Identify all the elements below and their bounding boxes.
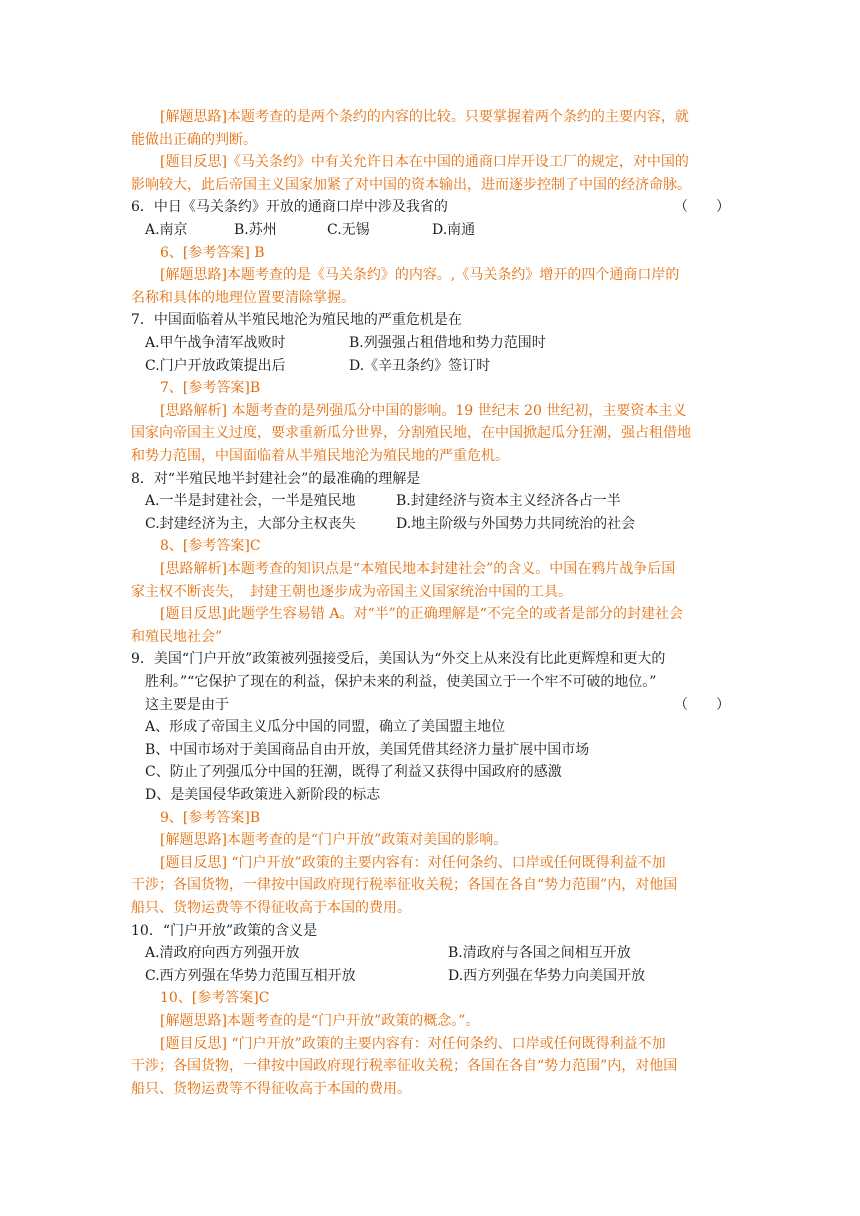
answer-blank: （ ） xyxy=(674,199,730,216)
question-stem: 10．“门户开放”政策的含义是 xyxy=(131,922,318,939)
option: A.一半是封建社会，一半是殖民地 xyxy=(145,493,356,510)
option: B.苏州 xyxy=(234,222,277,238)
option: B、中国市场对于美国商品自由开放，美国凭借其经济力量扩展中国市场 xyxy=(145,741,590,758)
option: C.无锡 xyxy=(327,222,370,238)
explanation-line: [解题思路]本题考查的是“门户开放”政策的概念。”。 xyxy=(160,1013,480,1029)
option: C、防止了列强瓜分中国的狂潮，既得了利益又获得中国政府的感激 xyxy=(145,764,562,781)
option: D.西方列强在华势力向美国开放 xyxy=(448,967,646,984)
option: D.地主阶级与外国势力共同统治的社会 xyxy=(396,515,636,532)
question-stem: 这主要是由于 xyxy=(145,696,229,713)
explanation-line: 船只、货物运费等不得征收高于本国的费用。 xyxy=(131,900,411,916)
option: C.封建经济为主，大部分主权丧失 xyxy=(145,515,356,532)
explanation-line: 和势力范围，中国面临着从半殖民地沦为殖民地的严重危机。 xyxy=(131,448,509,464)
explanation-line: 和殖民地社会” xyxy=(131,628,223,645)
explanation-line: 能做出正确的判断。 xyxy=(131,131,257,148)
answer-key: 10、[参考答案]C xyxy=(160,990,270,1007)
option: B.列强强占租借地和势力范围时 xyxy=(349,335,546,351)
explanation-line: [思路解析] 本题考查的是列强瓜分中国的影响。19 世纪末 20 世纪初，主要资本主义 xyxy=(160,402,687,419)
explanation-line: 国家向帝国主义过度，要求重新瓜分世界，分割殖民地，在中国掀起瓜分狂潮，强占租借地 xyxy=(131,425,691,442)
option: B.清政府与各国之间相互开放 xyxy=(448,945,631,962)
explanation-line: [解题思路]本题考查的是《马关条约》的内容。,《马关条约》增开的四个通商口岸的 xyxy=(160,267,680,284)
option: B.封建经济与资本主义经济各占一半 xyxy=(396,493,621,510)
option: A.甲午战争清军战败时 xyxy=(145,335,286,351)
question-stem: 8．对“半殖民地半封建社会”的最准确的理解是 xyxy=(131,470,421,487)
answer-key: 9、[参考答案]B xyxy=(160,809,261,826)
option: A.南京 xyxy=(145,222,188,238)
explanation-line: [题目反思]《马关条约》中有关允许日本在中国的通商口岸开设工厂的规定，对中国的 xyxy=(160,154,689,171)
question-stem: 胜利。”“它保护了现在的利益，保护未来的利益，使美国立于一个牢不可破的地位。” xyxy=(145,674,657,690)
option: D.《辛丑条约》签订时 xyxy=(349,357,491,374)
explanation-line: [思路解析]本题考查的知识点是“本殖民地本封建社会”的含义。中国在鸦片战争后国 xyxy=(160,561,676,577)
answer-blank: （ ） xyxy=(674,696,730,713)
answer-key: 8、[参考答案]C xyxy=(160,538,261,555)
explanation-line: 影响较大，此后帝国主义国家加紧了对中国的资本输出，进而逐步控制了中国的经济命脉。 xyxy=(131,176,691,193)
option: A、形成了帝国主义瓜分中国的同盟，确立了美国盟主地位 xyxy=(145,719,506,736)
option: D.南通 xyxy=(432,222,476,238)
option: C.西方列强在华势力范围互相开放 xyxy=(145,967,356,984)
explanation-line: [解题思路]本题考查的是“门户开放”政策对美国的影响。 xyxy=(160,832,508,849)
explanation-line: 船只、货物运费等不得征收高于本国的费用。 xyxy=(131,1080,411,1097)
explanation-line: [题目反思]此题学生容易错 A。对“半”的正确理解是“不完全的或者是部分的封建社会 xyxy=(160,606,683,623)
option: A.清政府向西方列强开放 xyxy=(145,945,300,962)
explanation-line: 名称和具体的地理位置要清除掌握。 xyxy=(131,289,355,306)
explanation-line: [解题思路]本题考查的是两个条约的内容的比较。只要掌握着两个条约的主要内容，就 xyxy=(160,109,689,125)
explanation-line: 干涉；各国货物，一律按中国政府现行税率征收关税；各国在各自“势力范围”内，对他国 xyxy=(131,877,678,894)
explanation-line: 干涉；各国货物，一律按中国政府现行税率征收关税；各国在各自“势力范围”内，对他国 xyxy=(131,1058,678,1075)
explanation-line: [题目反思] “门户开放”政策的主要内容有：对任何条约、口岸或任何既得利益不加 xyxy=(160,854,666,871)
question-stem: 6．中日《马关条约》开放的通商口岸中涉及我省的 xyxy=(131,199,448,216)
answer-key: 6、[参考答案] B xyxy=(160,244,265,261)
answer-key: 7、[参考答案]B xyxy=(160,380,261,397)
explanation-line: [题目反思] “门户开放”政策的主要内容有：对任何条约、口岸或任何既得利益不加 xyxy=(160,1035,666,1052)
explanation-line: 家主权不断丧失， 封建王朝也逐步成为帝国主义国家统治中国的工具。 xyxy=(131,583,572,600)
option: D、是美国侵华政策进入新阶段的标志 xyxy=(145,787,381,803)
option: C.门户开放政策提出后 xyxy=(145,357,286,374)
question-stem: 7．中国面临着从半殖民地沦为殖民地的严重危机是在 xyxy=(131,312,462,329)
question-stem: 9．美国“门户开放”政策被列强接受后，美国认为“外交上从来没有比此更辉煌和更大的 xyxy=(131,651,666,668)
